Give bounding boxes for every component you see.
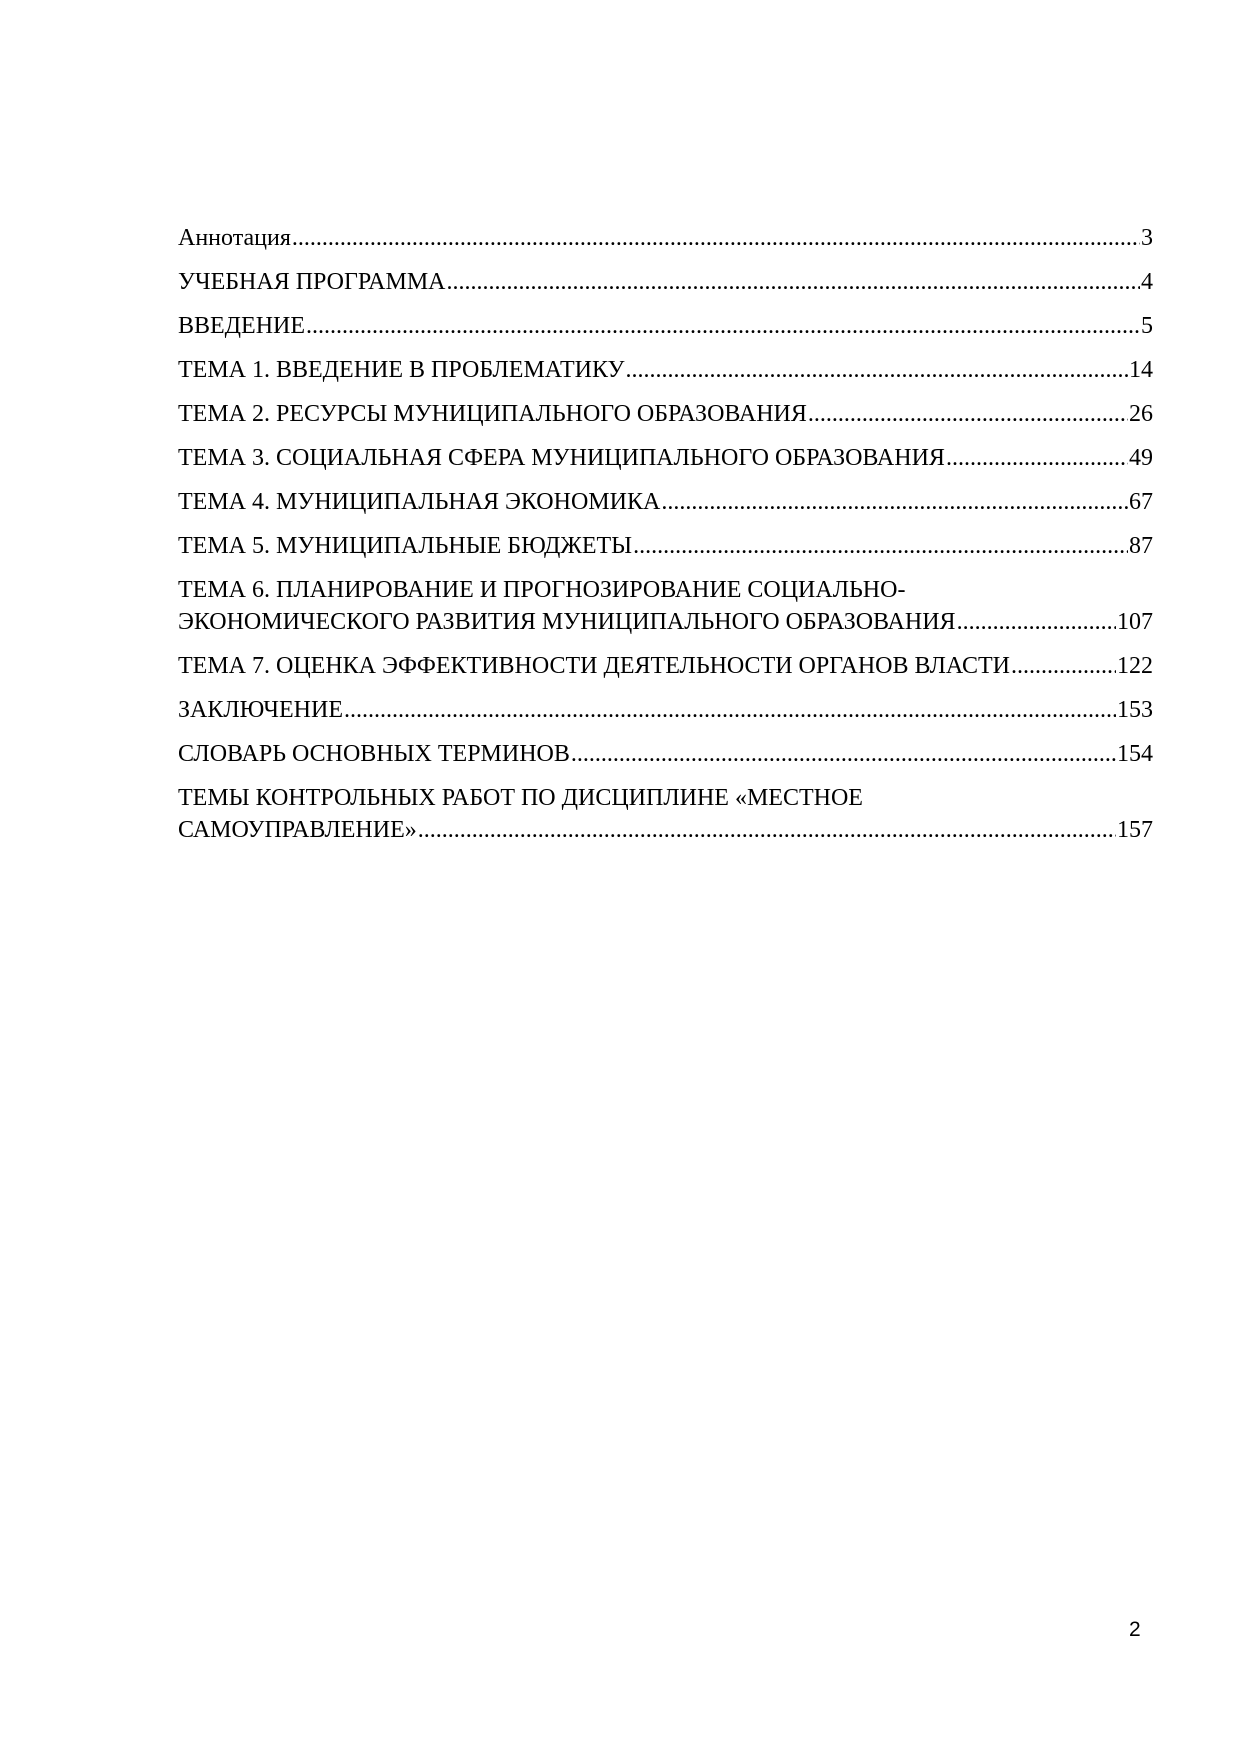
toc-entry-title: ЗАКЛЮЧЕНИЕ	[178, 697, 343, 723]
table-of-contents	[178, 222, 1153, 858]
toc-entry[interactable]	[178, 354, 1153, 386]
toc-entry-title: ВВЕДЕНИЕ	[178, 313, 306, 339]
toc-entry[interactable]	[178, 782, 1153, 846]
dot-leader	[418, 814, 1116, 846]
toc-entry-page: 153	[1117, 697, 1153, 723]
toc-entry-title-line: ТЕМЫ КОНТРОЛЬНЫХ РАБОТ ПО ДИСЦИПЛИНЕ «МЕСТНОЕ	[178, 785, 863, 811]
dot-leader	[306, 310, 1140, 342]
toc-entry[interactable]	[178, 738, 1153, 770]
toc-entry[interactable]	[178, 266, 1153, 298]
toc-entry-page: 5	[1141, 313, 1153, 339]
dot-leader	[292, 222, 1140, 254]
dot-leader	[633, 530, 1128, 562]
toc-entry-title: УЧЕБНАЯ ПРОГРАММА	[178, 269, 446, 295]
toc-entry-title: Аннотация	[178, 225, 291, 251]
toc-entry[interactable]	[178, 398, 1153, 430]
toc-entry-page: 4	[1141, 269, 1153, 295]
toc-entry[interactable]	[178, 574, 1153, 638]
toc-entry-title: СЛОВАРЬ ОСНОВНЫХ ТЕРМИНОВ	[178, 741, 570, 767]
dot-leader	[946, 442, 1128, 474]
toc-entry[interactable]	[178, 530, 1153, 562]
dot-leader	[661, 486, 1128, 518]
toc-entry-page: 107	[1117, 609, 1153, 635]
toc-entry[interactable]	[178, 442, 1153, 474]
toc-entry[interactable]	[178, 486, 1153, 518]
toc-entry-title: ТЕМА 1. ВВЕДЕНИЕ В ПРОБЛЕМАТИКУ	[178, 357, 625, 383]
toc-entry[interactable]	[178, 650, 1153, 682]
dot-leader	[1011, 650, 1116, 682]
toc-entry-page: 67	[1129, 489, 1153, 515]
dot-leader	[344, 694, 1116, 726]
toc-entry-title: ТЕМА 7. ОЦЕНКА ЭФФЕКТИВНОСТИ ДЕЯТЕЛЬНОСТИ ОРГАНОВ ВЛАСТИ	[178, 653, 1011, 679]
toc-entry-title: ТЕМА 3. СОЦИАЛЬНАЯ СФЕРА МУНИЦИПАЛЬНОГО ОБРАЗОВАНИЯ	[178, 445, 945, 471]
dot-leader	[626, 354, 1128, 386]
toc-entry-title: ТЕМА 5. МУНИЦИПАЛЬНЫЕ БЮДЖЕТЫ	[178, 533, 633, 559]
toc-entry[interactable]	[178, 222, 1153, 254]
page-number: 2	[1129, 1618, 1141, 1641]
toc-entry-page: 26	[1129, 401, 1153, 427]
dot-leader	[957, 606, 1116, 638]
dot-leader	[447, 266, 1140, 298]
toc-entry-title: САМОУПРАВЛЕНИЕ»	[178, 817, 417, 843]
toc-entry-page: 154	[1117, 741, 1153, 767]
dot-leader	[571, 738, 1116, 770]
toc-entry[interactable]	[178, 694, 1153, 726]
toc-entry-page: 122	[1117, 653, 1153, 679]
toc-entry[interactable]	[178, 310, 1153, 342]
toc-entry-page: 49	[1129, 445, 1153, 471]
toc-entry-title: ТЕМА 4. МУНИЦИПАЛЬНАЯ ЭКОНОМИКА	[178, 489, 661, 515]
dot-leader	[808, 398, 1128, 430]
toc-entry-title: ТЕМА 2. РЕСУРСЫ МУНИЦИПАЛЬНОГО ОБРАЗОВАНИЯ	[178, 401, 807, 427]
toc-entry-page: 14	[1129, 357, 1153, 383]
toc-entry-title: ЭКОНОМИЧЕСКОГО РАЗВИТИЯ МУНИЦИПАЛЬНОГО ОБРАЗОВАНИЯ	[178, 609, 956, 635]
toc-entry-page: 157	[1117, 817, 1153, 843]
toc-entry-page: 87	[1129, 533, 1153, 559]
toc-entry-page: 3	[1141, 225, 1153, 251]
toc-entry-title-line: ТЕМА 6. ПЛАНИРОВАНИЕ И ПРОГНОЗИРОВАНИЕ СОЦИАЛЬНО-	[178, 577, 906, 603]
